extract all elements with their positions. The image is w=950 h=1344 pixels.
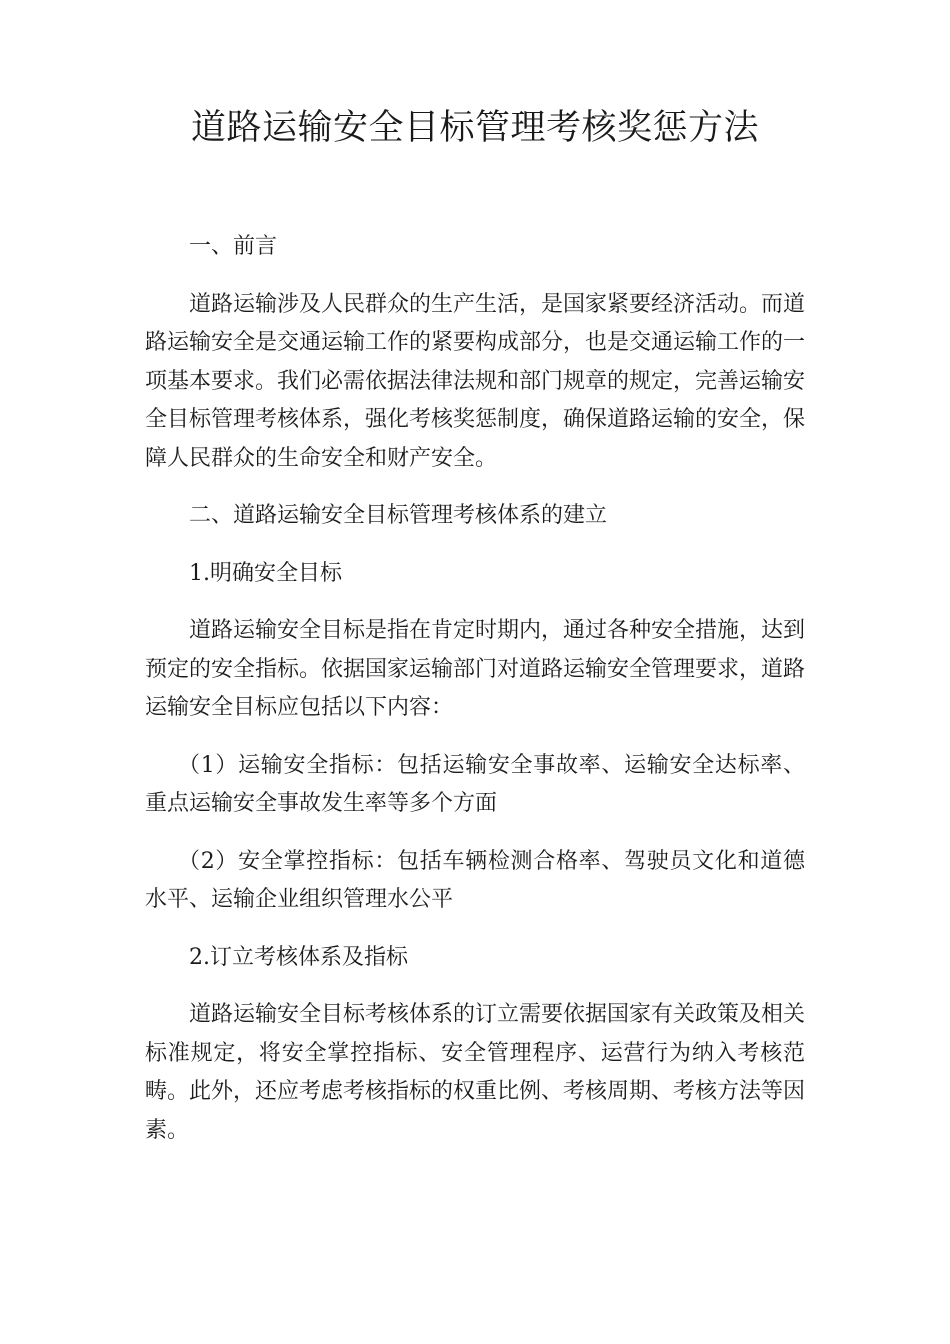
paragraph-assessment: 道路运输安全目标考核体系的订立需要依据国家有关政策及相关标准规定，将安全掌控指标、安全管理程序、运营行为纳入考核范畴。此外，还应考虑考核指标的权重比例、考核周期、考核方法等因素。	[145, 1002, 806, 1143]
subheading-assessment: 2.订立考核体系及指标	[189, 944, 408, 970]
paragraph-intro: 道路运输涉及人民群众的生产生活，是国家紧要经济活动。而道路运输安全是交通运输工作的紧要构成部分，也是交通运输工作的一项基本要求。我们必需依据法律法规和部门规章的规定，完善运输安全目标管理考核体系，强化考核奖惩制度，确保道路运输的安全，保障人民群众的生命安全和财产安全。	[145, 291, 806, 471]
document-body	[145, 228, 805, 1169]
section-heading-preface: 一、前言	[189, 234, 278, 259]
section-heading-system: 二、道路运输安全目标管理考核体系的建立	[189, 503, 608, 528]
list-item-transport-indicators: （1）运输安全指标：包括运输安全事故率、运输安全达标率、重点运输安全事故发生率等多个方面	[145, 752, 805, 816]
subheading-targets: 1.明确安全目标	[189, 560, 342, 586]
paragraph-targets: 道路运输安全目标是指在肯定时期内，通过各种安全措施，达到预定的安全指标。依据国家运输部门对道路运输安全管理要求，道路运输安全目标应包括以下内容：	[145, 618, 806, 720]
list-item-control-indicators: （2）安全掌控指标：包括车辆检测合格率、驾驶员文化和道德水平、运输企业组织管理水公平	[145, 848, 805, 912]
document-title: 道路运输安全目标管理考核奖惩方法	[190, 108, 759, 148]
